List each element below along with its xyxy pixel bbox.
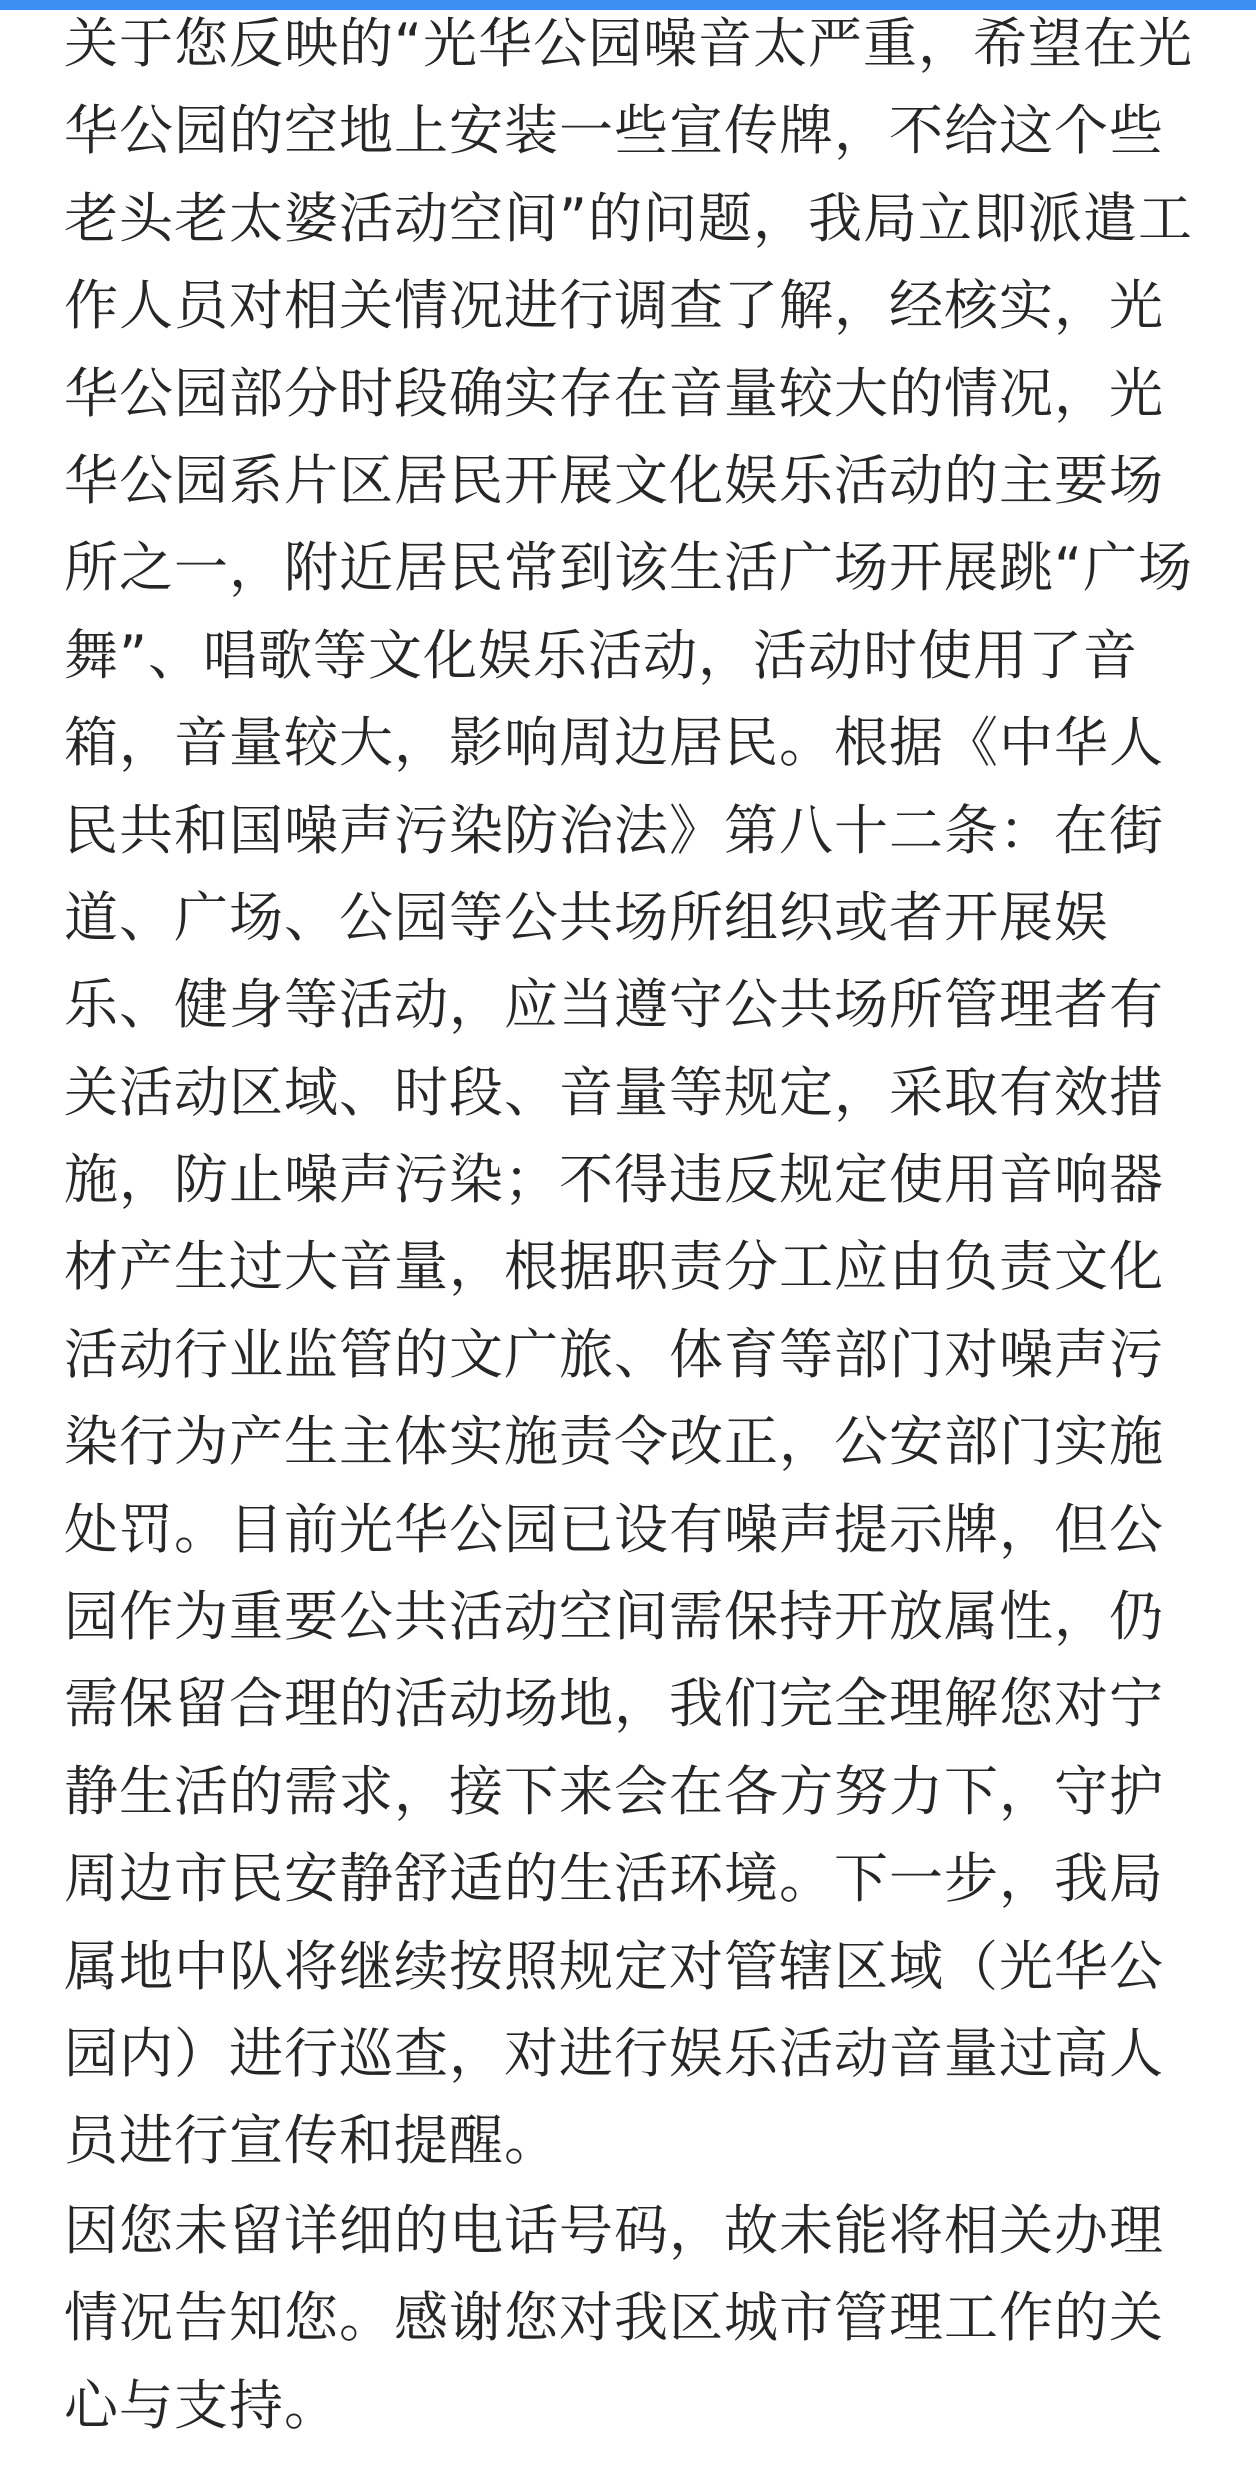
- text-line: 活动行业监管的文广旅、体育等部门对噪声污: [64, 1322, 1164, 1386]
- text-line: 关于您反映的“光华公园噪音太严重，希望在光: [64, 12, 1193, 75]
- text-line: 材产生过大音量，根据职责分工应由负责文化: [64, 1235, 1164, 1299]
- text-line: 民共和国噪声污染防治法》第八十二条：在街: [64, 798, 1164, 862]
- text-line: 染行为产生主体实施责令改正，公安部门实施: [64, 1410, 1164, 1474]
- text-line: 华公园部分时段确实存在音量较大的情况，光: [64, 361, 1164, 425]
- text-line: 箱，音量较大，影响周边居民。根据《中华人: [64, 711, 1164, 775]
- text-line: 所之一，附近居民常到该生活广场开展跳“广场: [64, 536, 1193, 600]
- text-line: 乐、健身等活动，应当遵守公共场所管理者有: [64, 973, 1164, 1037]
- text-line: 情况告知您。感谢您对我区城市管理工作的关: [64, 2286, 1164, 2350]
- text-line: 园内）进行巡查，对进行娱乐活动音量过高人: [64, 2021, 1164, 2085]
- text-line: 静生活的需求，接下来会在各方努力下，守护: [64, 1759, 1164, 1823]
- text-line: 心与支持。: [64, 2373, 339, 2437]
- text-line: 需保留合理的活动场地，我们完全理解您对宁: [64, 1672, 1164, 1736]
- text-line: 处罚。目前光华公园已设有噪声提示牌，但公: [64, 1497, 1164, 1561]
- text-line: 华公园的空地上安装一些宣传牌，不给这个些: [64, 99, 1164, 163]
- text-line: 舞”、唱歌等文化娱乐活动，活动时使用了音: [64, 623, 1138, 687]
- text-line: 老头老太婆活动空间”的问题，我局立即派遣工: [64, 186, 1193, 250]
- text-line: 道、广场、公园等公共场所组织或者开展娱: [64, 885, 1109, 949]
- text-line: 园作为重要公共活动空间需保持开放属性，仍: [64, 1585, 1164, 1649]
- reply-content: [64, 0, 1194, 2449]
- text-line: 属地中队将继续按照规定对管辖区域（光华公: [64, 1934, 1164, 1998]
- reply-paragraph-1: [64, 0, 1194, 2185]
- reply-paragraph-2: [64, 2187, 1194, 2449]
- text-line: 华公园系片区居民开展文化娱乐活动的主要场: [64, 448, 1164, 512]
- text-line: 作人员对相关情况进行调查了解，经核实，光: [64, 274, 1164, 338]
- text-line: 施，防止噪声污染；不得违反规定使用音响器: [64, 1148, 1164, 1212]
- text-line: 因您未留详细的电话号码，故未能将相关办理: [64, 2198, 1164, 2262]
- text-line: 员进行宣传和提醒。: [64, 2109, 559, 2173]
- text-line: 关活动区域、时段、音量等规定，采取有效措: [64, 1060, 1164, 1124]
- text-line: 周边市民安静舒适的生活环境。下一步，我局: [64, 1847, 1164, 1911]
